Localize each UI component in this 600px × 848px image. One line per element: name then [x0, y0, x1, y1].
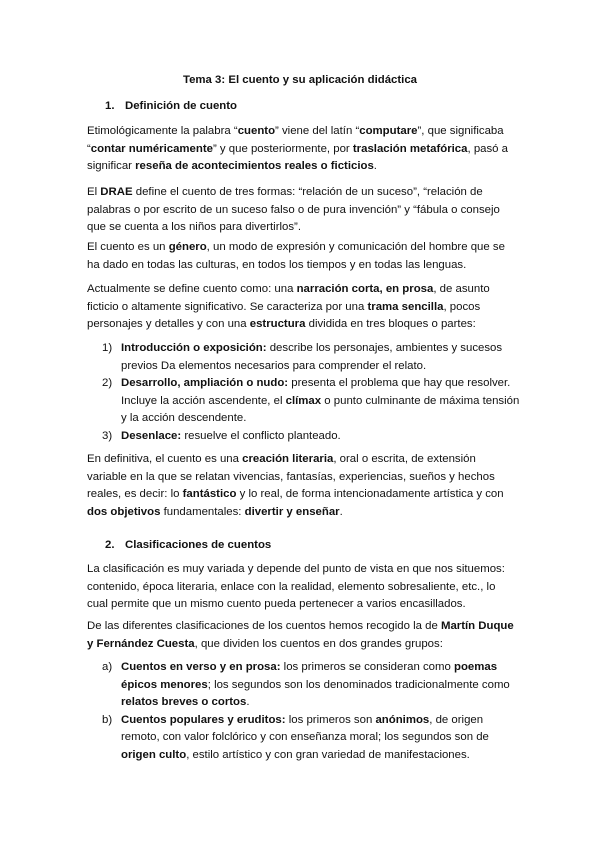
text-run: Actualmente se define cuento como: una — [87, 283, 297, 295]
text-run: ” y que posteriormente, por — [212, 142, 353, 155]
bold-term: estructura — [249, 318, 306, 330]
classification-list — [102, 659, 522, 764]
text-run: resuelve el conflicto planteado. — [181, 429, 341, 442]
bold-term: Martín Duque y Fernández Cuesta — [87, 620, 514, 650]
text-run: describe los personajes, ambientes y sucesos previos Da elementos necesarios para comprender el relato. — [121, 342, 503, 372]
bold-term: dos objetivos — [87, 505, 161, 518]
bold-term: narración corta, en prosa — [296, 283, 434, 295]
list-item — [102, 340, 522, 375]
text-run: , de origen remoto, con valor folclórico y con enseñanza moral; los segundos son de — [121, 713, 489, 743]
bold-term: Cuentos en verso y en prosa: — [121, 661, 281, 673]
text-run: o punto culminante de máxima tensión y la acción descendente. — [121, 394, 520, 424]
text-run: ”, que significaba “ — [87, 125, 504, 155]
list-marker: 3) — [102, 429, 113, 442]
bold-term: DRAE — [100, 186, 133, 198]
bold-term: divertir y enseñar — [244, 505, 340, 518]
text-run: . — [339, 505, 343, 518]
text-run: , oral o escrita, de extensión variable en la que se relatan vivencias, fantasías, experiencias, sueños y hechos reales, es decir: lo — [87, 453, 495, 500]
text-run: los primeros son — [285, 713, 376, 726]
text-run: . — [246, 696, 250, 708]
section-2-title: Clasificaciones de cuentos — [125, 539, 272, 551]
text-run: El cuento es un — [87, 241, 169, 253]
text-run: dividida en tres bloques o partes: — [305, 318, 476, 330]
section-2-paragraph-1 — [87, 561, 517, 614]
section-1-title: Definición de cuento — [125, 100, 238, 112]
bold-term: cuento — [237, 125, 276, 137]
text-run: , que dividen los cuentos en dos grandes grupos: — [194, 637, 443, 650]
bold-term: clímax — [285, 394, 322, 407]
text-run: , de asunto ficticio o altamente significativo. Se caracteriza por una — [87, 283, 490, 313]
section-2-heading — [105, 537, 271, 555]
text-run: La clasificación es muy variada y depende del punto de vista en que nos situemos: contenido, época literaria, enlace con la realidad, elemento sobresaliente, etc., lo cual permite que un mismo cuento pueda pertenecer a varios encasillados. — [87, 563, 505, 610]
bold-term: creación literaria — [242, 453, 334, 465]
bold-term: Cuentos populares y eruditos: — [121, 713, 286, 726]
bold-term: trama sencilla — [367, 300, 444, 313]
section-1-paragraph-4 — [87, 281, 517, 334]
text-run: . — [373, 160, 377, 172]
bold-term: computare — [359, 125, 418, 137]
list-item — [102, 375, 522, 428]
text-run: , pocos personajes y detalles y con una — [87, 300, 481, 330]
section-2-number: 2. — [105, 539, 115, 551]
list-marker: a) — [102, 661, 113, 673]
list-item — [102, 712, 522, 765]
text-run: y lo real, de forma intencionadamente artística y con — [236, 488, 504, 500]
text-run: , estilo artístico y con gran variedad de manifestaciones. — [186, 748, 470, 761]
section-1-paragraph-3 — [87, 239, 517, 274]
bold-term: reseña de acontecimientos reales o ficticios — [135, 160, 374, 172]
section-1-number: 1. — [105, 100, 115, 112]
list-item — [102, 428, 522, 446]
bold-term: contar numéricamente — [90, 142, 213, 155]
document-title: Tema 3: El cuento y su aplicación didáctica — [182, 74, 417, 86]
bold-term: Desarrollo, ampliación o nudo: — [121, 377, 289, 389]
bold-term: origen culto — [121, 748, 187, 761]
section-1-paragraph-1 — [87, 123, 517, 176]
bold-term: fantástico — [182, 488, 237, 500]
bold-term: género — [168, 241, 207, 253]
bold-term: Desenlace: — [121, 429, 182, 442]
list-item — [102, 659, 522, 712]
section-1-paragraph-5 — [87, 451, 517, 521]
structure-list — [102, 340, 522, 445]
text-run: ; los segundos son los denominados tradicionalmente como — [207, 678, 510, 691]
text-run: En definitiva, el cuento es una — [87, 453, 243, 465]
bold-term: Introducción o exposición: — [121, 342, 267, 354]
bold-term: traslación metafórica — [352, 142, 468, 155]
text-run: El — [87, 186, 101, 198]
text-run: ” viene del latín “ — [275, 125, 360, 137]
section-1-heading — [105, 98, 237, 116]
bold-term: poemas épicos menores — [121, 661, 498, 691]
list-marker: b) — [102, 713, 113, 726]
bold-term: relatos breves o cortos — [121, 696, 247, 708]
text-run: fundamentales: — [160, 505, 245, 518]
text-run: Etimológicamente la palabra “ — [87, 125, 238, 137]
text-run: , pasó a significar — [87, 142, 509, 172]
list-marker: 2) — [102, 377, 113, 389]
section-1-paragraph-2 — [87, 184, 517, 237]
bold-term: anónimos — [375, 713, 430, 726]
text-run: define el cuento de tres formas: “relación de un suceso”, “relación de palabras o por escrito de un suceso falso o de pura invención” y “fábula o consejo que se cuenta a los niños para divertirlos”. — [87, 186, 500, 233]
text-run: , un modo de expresión y comunicación del hombre que se ha dado en todas las culturas, en todos los tiempos y en todas las lenguas. — [87, 241, 505, 271]
text-run: presenta el problema que hay que resolver. Incluye la acción ascendente, el — [121, 377, 511, 407]
text-run: los primeros se consideran como — [280, 661, 454, 673]
section-2-paragraph-2 — [87, 618, 517, 653]
list-marker: 1) — [102, 342, 113, 354]
text-run: De las diferentes clasificaciones de los cuentos hemos recogido la de — [87, 620, 441, 632]
